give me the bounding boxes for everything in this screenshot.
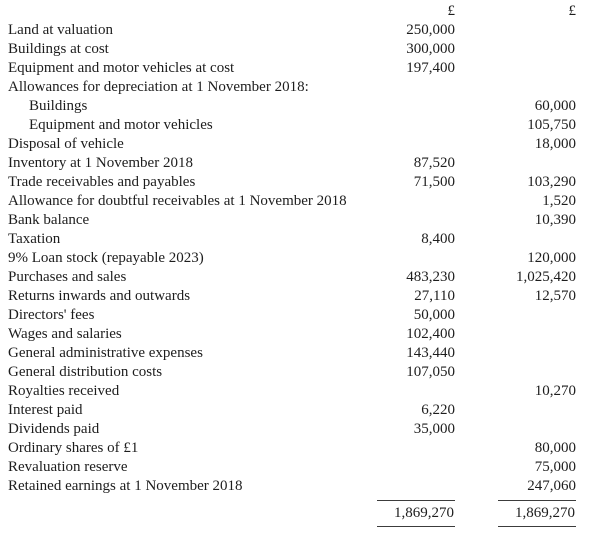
table-row	[0, 230, 602, 249]
row-label: Retained earnings at 1 November 2018	[8, 478, 243, 494]
row-label: Revaluation reserve	[8, 459, 128, 475]
row-label: General distribution costs	[8, 364, 163, 380]
debit-amount: 102,400	[406, 326, 455, 342]
table-row	[0, 287, 602, 306]
row-label: General administrative expenses	[8, 345, 203, 361]
credit-column-header: £	[568, 3, 576, 19]
table-row	[0, 249, 602, 268]
table-row	[0, 439, 602, 458]
table-row	[0, 420, 602, 439]
debit-amount: 50,000	[413, 307, 455, 323]
debit-amount: 250,000	[406, 22, 455, 38]
row-label: 9% Loan stock (repayable 2023)	[8, 250, 204, 266]
table-row	[0, 78, 602, 97]
credit-amount: 1,520	[542, 193, 576, 209]
row-label: Bank balance	[8, 212, 90, 228]
row-label: Wages and salaries	[8, 326, 122, 342]
debit-amount: 6,220	[421, 402, 455, 418]
table-row	[0, 363, 602, 382]
table-row	[0, 306, 602, 325]
row-label: Dividends paid	[8, 421, 100, 437]
debit-amount: 143,440	[406, 345, 455, 361]
credit-amount: 247,060	[527, 478, 576, 494]
row-label: Taxation	[8, 231, 61, 247]
row-label: Royalties received	[8, 383, 120, 399]
table-row	[0, 59, 602, 78]
table-row	[0, 401, 602, 420]
row-label: Disposal of vehicle	[8, 136, 124, 152]
row-label: Returns inwards and outwards	[8, 288, 191, 304]
table-row	[0, 173, 602, 192]
row-label: Inventory at 1 November 2018	[8, 155, 193, 171]
row-label: Equipment and motor vehicles	[29, 117, 213, 133]
table-row	[0, 21, 602, 40]
column-headers	[0, 2, 602, 21]
credit-amount: 1,025,420	[516, 269, 576, 285]
credit-amount: 18,000	[534, 136, 576, 152]
credit-amount: 80,000	[534, 440, 576, 456]
table-row	[0, 116, 602, 135]
debit-amount: 71,500	[413, 174, 455, 190]
table-row	[0, 325, 602, 344]
row-label: Buildings at cost	[8, 41, 109, 57]
debit-amount: 300,000	[406, 41, 455, 57]
totals-row	[0, 500, 602, 527]
table-body	[0, 21, 602, 496]
row-label: Allowances for depreciation at 1 November 2018:	[8, 79, 309, 95]
debit-amount: 483,230	[406, 269, 455, 285]
table-row	[0, 477, 602, 496]
table-row	[0, 268, 602, 287]
credit-amount: 10,390	[534, 212, 576, 228]
debit-amount: 87,520	[413, 155, 455, 171]
table-row	[0, 211, 602, 230]
table-row	[0, 40, 602, 59]
credit-amount: 10,270	[534, 383, 576, 399]
debit-amount: 27,110	[414, 288, 455, 304]
credit-amount: 75,000	[534, 459, 576, 475]
row-label: Equipment and motor vehicles at cost	[8, 60, 235, 76]
table-row	[0, 458, 602, 477]
row-label: Purchases and sales	[8, 269, 127, 285]
debit-amount: 107,050	[406, 364, 455, 380]
debit-total: 1,869,270	[377, 500, 455, 527]
credit-amount: 12,570	[534, 288, 576, 304]
row-label: Land at valuation	[8, 22, 113, 38]
table-row	[0, 154, 602, 173]
credit-total: 1,869,270	[498, 500, 576, 527]
credit-amount: 103,290	[527, 174, 576, 190]
row-label: Directors' fees	[8, 307, 95, 323]
credit-amount: 105,750	[527, 117, 576, 133]
debit-amount: 35,000	[413, 421, 455, 437]
row-label: Trade receivables and payables	[8, 174, 196, 190]
credit-amount: 60,000	[534, 98, 576, 114]
debit-amount: 197,400	[406, 60, 455, 76]
table-row	[0, 382, 602, 401]
debit-column-header: £	[447, 3, 455, 19]
table-row	[0, 192, 602, 211]
credit-amount: 120,000	[527, 250, 576, 266]
table-row	[0, 135, 602, 154]
table-row	[0, 344, 602, 363]
table-row	[0, 97, 602, 116]
row-label: Interest paid	[8, 402, 83, 418]
row-label: Buildings	[29, 98, 88, 114]
row-label: Ordinary shares of £1	[8, 440, 139, 456]
debit-amount: 8,400	[421, 231, 455, 247]
row-label: Allowance for doubtful receivables at 1 November 2018	[8, 193, 347, 209]
